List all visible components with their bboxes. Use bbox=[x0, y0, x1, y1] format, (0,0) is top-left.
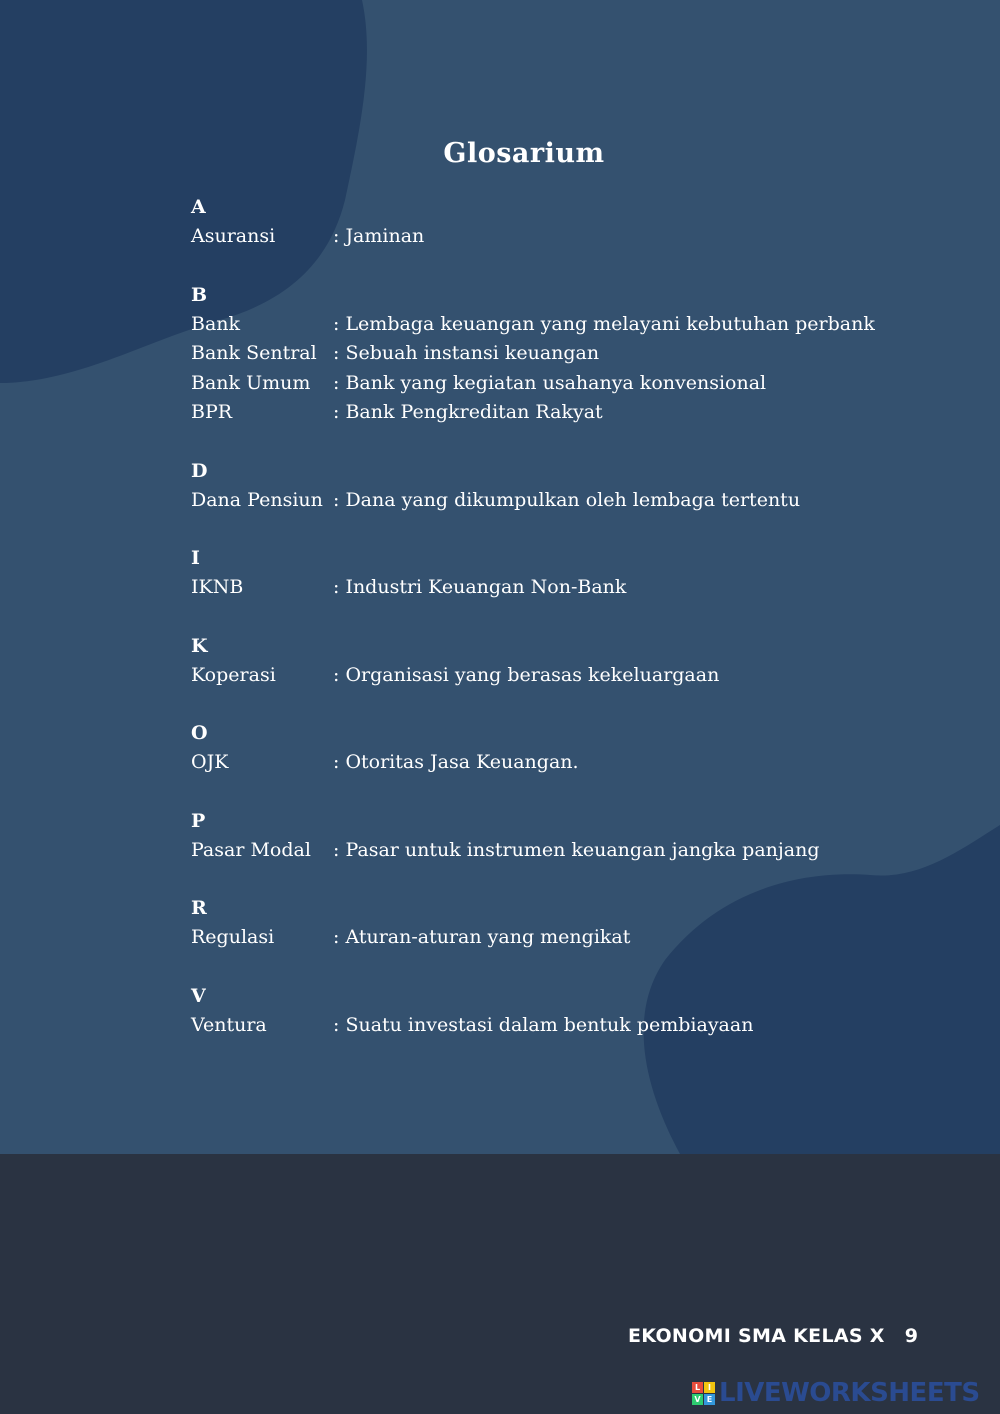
glossary-entry bbox=[191, 573, 951, 603]
glossary-entry bbox=[191, 398, 951, 428]
glossary-section bbox=[191, 281, 951, 428]
glossary-section bbox=[191, 894, 951, 953]
book-title: EKONOMI SMA KELAS X bbox=[628, 1325, 885, 1347]
entry-term: Asuransi bbox=[191, 225, 276, 247]
entry-term: Regulasi bbox=[191, 926, 275, 948]
glossary-section bbox=[191, 632, 951, 691]
glossary-entry bbox=[191, 1011, 951, 1041]
section-letter: A bbox=[191, 196, 206, 218]
entry-definition: : Organisasi yang berasas kekeluargaan bbox=[333, 663, 720, 686]
entry-definition: : Otoritas Jasa Keuangan. bbox=[333, 751, 579, 773]
entry-definition: : Bank yang kegiatan usahanya konvensional bbox=[333, 371, 767, 394]
entry-definition: : Industri Keuangan Non-Bank bbox=[333, 576, 627, 598]
page-number: 9 bbox=[904, 1325, 919, 1347]
entry-term: Ventura bbox=[191, 1013, 267, 1036]
page-title: Glosarium bbox=[443, 138, 605, 169]
logo-letter-v: V bbox=[692, 1394, 703, 1405]
glossary-section bbox=[191, 457, 951, 516]
liveworksheets-text: LIVEWORKSHEETS bbox=[719, 1378, 980, 1408]
logo-letter-i: I bbox=[704, 1382, 715, 1393]
glossary-entry bbox=[191, 661, 951, 691]
glossary-entry bbox=[191, 923, 951, 953]
footer-band bbox=[0, 1154, 1000, 1414]
entry-definition: : Suatu investasi dalam bentuk pembiayaan bbox=[333, 1013, 754, 1036]
entry-definition: : Aturan-aturan yang mengikat bbox=[333, 926, 631, 948]
section-letter: B bbox=[191, 283, 208, 306]
entry-term: IKNB bbox=[191, 576, 244, 598]
glossary-section bbox=[191, 544, 951, 603]
liveworksheets-watermark bbox=[692, 1378, 980, 1408]
glossary-section bbox=[191, 719, 951, 778]
glossary-section bbox=[191, 193, 951, 252]
glossary-entry bbox=[191, 369, 951, 399]
entry-definition: : Lembaga keuangan yang melayani kebutuhan perbank bbox=[333, 312, 875, 335]
section-letter: R bbox=[191, 897, 207, 919]
entry-term: OJK bbox=[191, 751, 229, 773]
glossary-section bbox=[191, 807, 951, 866]
entry-definition: : Dana yang dikumpulkan oleh lembaga tertentu bbox=[333, 488, 801, 511]
section-letter: I bbox=[191, 547, 200, 569]
section-letter: D bbox=[191, 459, 208, 482]
entry-term: BPR bbox=[191, 401, 233, 423]
entry-term: Pasar Modal bbox=[191, 838, 311, 861]
logo-letter-l: L bbox=[692, 1382, 703, 1393]
glossary-entry bbox=[191, 310, 951, 340]
entry-definition: : Sebuah instansi keuangan bbox=[333, 342, 600, 364]
entry-definition: : Pasar untuk instrumen keuangan jangka panjang bbox=[333, 838, 820, 861]
glossary-section bbox=[191, 982, 951, 1041]
entry-definition: : Jaminan bbox=[333, 225, 425, 247]
glossary-entry bbox=[191, 836, 951, 866]
logo-letter-e: E bbox=[704, 1394, 715, 1405]
entry-term: Koperasi bbox=[191, 663, 276, 686]
entry-term: Bank bbox=[191, 312, 241, 335]
footer-book-title bbox=[628, 1325, 918, 1347]
entry-term: Dana Pensiun bbox=[191, 488, 323, 511]
section-letter: P bbox=[191, 809, 206, 832]
glossary-list bbox=[191, 193, 951, 1069]
section-letter: K bbox=[191, 634, 208, 657]
section-letter: O bbox=[191, 722, 208, 744]
section-letter: V bbox=[191, 984, 206, 1007]
entry-term: Bank Sentral bbox=[191, 342, 317, 364]
glossary-entry bbox=[191, 222, 951, 252]
glossary-entry bbox=[191, 486, 951, 516]
liveworksheets-logo-icon bbox=[692, 1382, 715, 1405]
glossary-entry bbox=[191, 339, 951, 369]
entry-definition: : Bank Pengkreditan Rakyat bbox=[333, 401, 603, 423]
entry-term: Bank Umum bbox=[191, 371, 311, 394]
glossary-entry bbox=[191, 748, 951, 778]
